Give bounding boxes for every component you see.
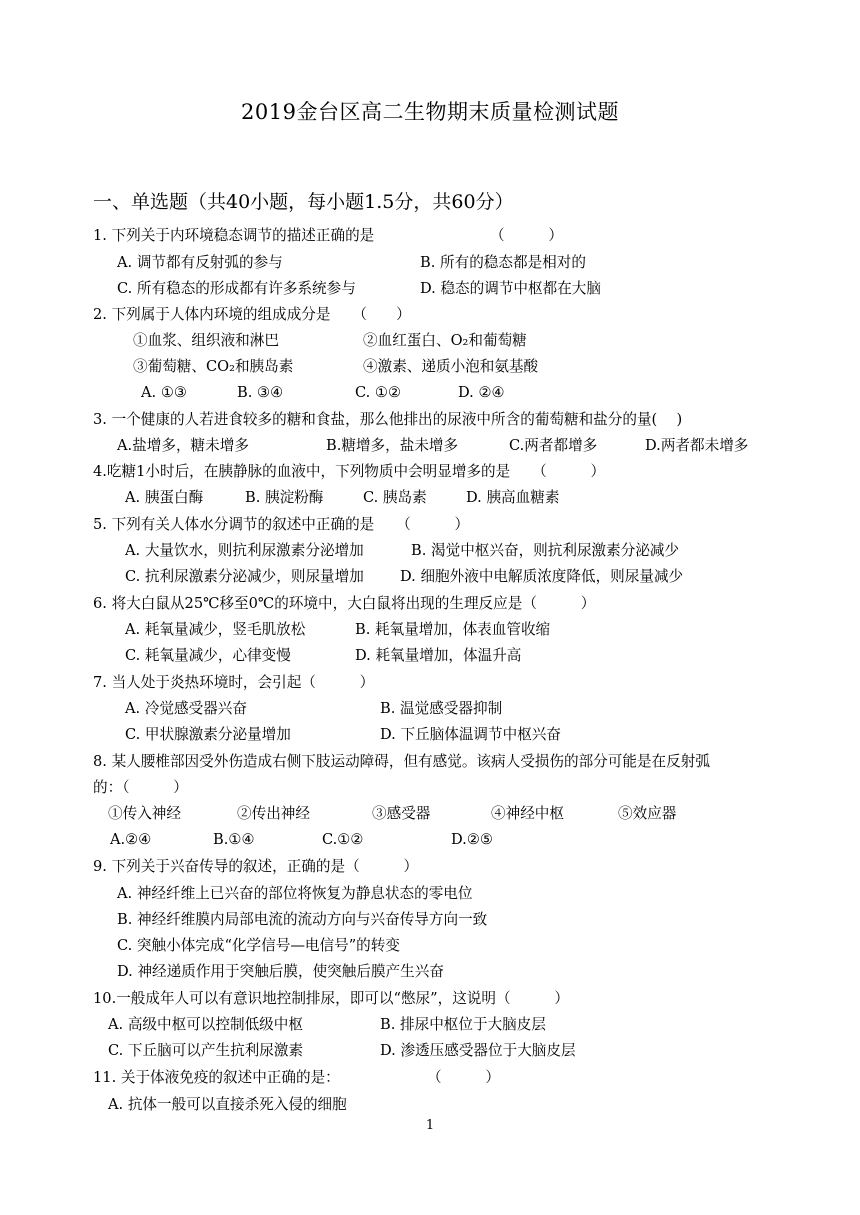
question-2-item-3: ③葡萄糖、CO₂和胰岛素: [133, 358, 294, 375]
question-7-option-d: D. 下丘脑体温调节中枢兴奋: [380, 726, 561, 743]
question-2-stem: 2. 下列属于人体内环境的组成成分是 （ ）: [93, 306, 411, 323]
page-number: 1: [425, 1118, 435, 1133]
question-6-option-d: D. 耗氧量增加，体温升高: [355, 647, 522, 664]
question-5-stem: 5. 下列有关人体水分调节的叙述中正确的是 （ ）: [93, 516, 470, 533]
question-9-option-b: B. 神经纤维膜内局部电流的流动方向与兴奋传导方向一致: [117, 911, 488, 928]
question-2-option-d: D. ②④: [458, 384, 505, 401]
question-1-option-b: B. 所有的稳态都是相对的: [420, 254, 586, 271]
question-5-option-a: A. 大量饮水，则抗利尿激素分泌增加: [125, 542, 364, 559]
question-8-item-3: ③感受器: [372, 805, 431, 822]
question-8-option-c: C.①②: [322, 831, 364, 848]
question-8-item-4: ④神经中枢: [491, 805, 564, 822]
question-6-option-a: A. 耗氧量减少，竖毛肌放松: [125, 621, 306, 638]
question-7-option-b: B. 温觉感受器抑制: [380, 700, 503, 717]
question-3-option-a: A.盐增多，糖未增多: [117, 437, 249, 454]
question-2-item-2: ②血红蛋白、O₂和葡萄糖: [363, 332, 527, 349]
question-5-option-b: B. 渴觉中枢兴奋，则抗利尿激素分泌减少: [411, 542, 680, 559]
question-8-item-5: ⑤效应器: [618, 805, 677, 822]
question-11-stem: 11. 关于体液免疫的叙述中正确的是：: [93, 1069, 340, 1086]
question-1-answer-blank: （ ）: [490, 227, 563, 244]
question-3-stem: 3. 一个健康的人若进食较多的糖和食盐，那么他排出的尿液中所含的葡萄糖和盐分的量( ): [93, 411, 683, 428]
question-1-option-d: D. 稳态的调节中枢都在大脑: [420, 280, 601, 297]
question-11-option-a: A. 抗体一般可以直接杀死入侵的细胞: [108, 1096, 347, 1113]
question-6-option-b: B. 耗氧量增加，体表血管收缩: [355, 621, 551, 638]
question-9-stem: 9. 下列关于兴奋传导的叙述，正确的是（ ）: [93, 858, 419, 875]
question-2-option-b: B. ③④: [237, 384, 284, 401]
question-4-option-c: C. 胰岛素: [363, 489, 427, 506]
question-9-option-d: D. 神经递质作用于突触后膜，使突触后膜产生兴奋: [117, 963, 444, 980]
question-10-option-a: A. 高级中枢可以控制低级中枢: [108, 1016, 303, 1033]
question-9-option-c: C. 突触小体完成“化学信号—电信号”的转变: [117, 937, 400, 954]
question-10-option-c: C. 下丘脑可以产生抗利尿激素: [108, 1042, 304, 1059]
question-3-option-b: B.糖增多，盐未增多: [326, 437, 459, 454]
question-5-option-c: C. 抗利尿激素分泌减少，则尿量增加: [125, 568, 364, 585]
question-3-option-d: D.两者都未增多: [645, 437, 749, 454]
question-1-option-c: C. 所有稳态的形成都有许多系统参与: [117, 280, 356, 297]
question-10-stem: 10.一般成年人可以有意识地控制排尿，即可以“憋尿”，这说明（ ）: [93, 990, 569, 1007]
question-6-option-c: C. 耗氧量减少，心律变慢: [125, 647, 291, 664]
page-title: 2019金台区高二生物期末质量检测试题: [241, 100, 619, 124]
question-6-stem: 6. 将大白鼠从25℃移至0℃的环境中，大白鼠将出现的生理反应是（ ）: [93, 595, 596, 612]
question-8-option-b: B.①④: [213, 831, 255, 848]
question-5-option-d: D. 细胞外液中电解质浓度降低，则尿量减少: [400, 568, 684, 585]
question-4-option-d: D. 胰高血糖素: [466, 489, 560, 506]
question-2-item-4: ④激素、递质小泡和氨基酸: [363, 358, 539, 375]
question-9-option-a: A. 神经纤维上已兴奋的部位将恢复为静息状态的零电位: [117, 885, 473, 902]
question-8-option-a: A.②④: [110, 831, 152, 848]
question-4-option-b: B. 胰淀粉酶: [245, 489, 324, 506]
question-10-option-b: B. 排尿中枢位于大脑皮层: [380, 1016, 546, 1033]
question-8-stem: 8. 某人腰椎部因受外伤造成右侧下肢运动障碍，但有感觉。该病人受损伤的部分可能是在反射弧: [93, 753, 710, 770]
question-2-option-a: A. ①③: [141, 384, 187, 401]
question-4-option-a: A. 胰蛋白酶: [125, 489, 204, 506]
question-7-option-a: A. 冷觉感受器兴奋: [125, 700, 247, 717]
question-2-item-1: ①血浆、组织液和淋巴: [133, 332, 279, 349]
question-3-option-c: C.两者都增多: [509, 437, 598, 454]
question-8-item-1: ①传入神经: [108, 805, 181, 822]
question-7-option-c: C. 甲状腺激素分泌量增加: [125, 726, 291, 743]
question-11-answer-blank: （ ）: [427, 1069, 500, 1086]
question-1-stem: 1. 下列关于内环境稳态调节的描述正确的是: [93, 227, 375, 244]
question-10-option-d: D. 渗透压感受器位于大脑皮层: [380, 1042, 576, 1059]
question-7-stem: 7. 当人处于炎热环境时，会引起（ ）: [93, 674, 375, 691]
question-4-stem: 4.吃糖1小时后，在胰静脉的血液中，下列物质中会明显增多的是 （ ）: [93, 463, 606, 480]
section-heading: 一、单选题（共40小题，每小题1.5分，共60分）: [93, 191, 514, 213]
question-8-item-2: ②传出神经: [237, 805, 310, 822]
question-8-stem-continued: 的：（ ）: [93, 779, 188, 796]
question-2-option-c: C. ①②: [355, 384, 402, 401]
question-8-option-d: D.②⑤: [451, 831, 493, 848]
question-1-option-a: A. 调节都有反射弧的参与: [117, 254, 283, 271]
